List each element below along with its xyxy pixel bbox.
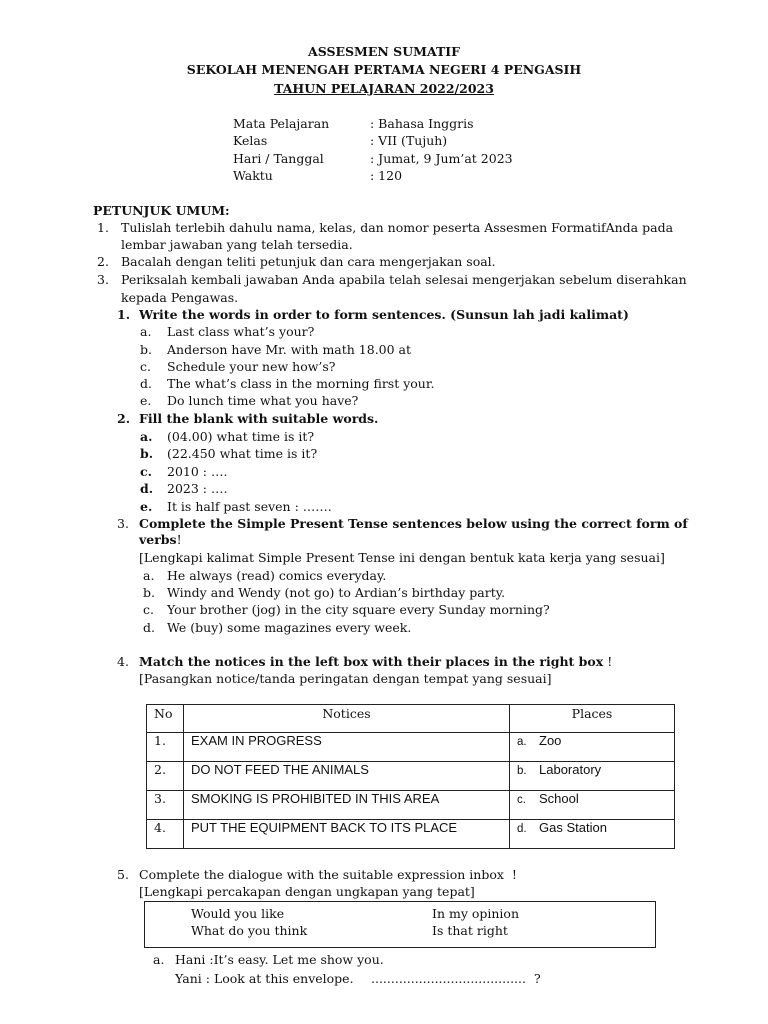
column-header-places: Places: [510, 705, 675, 733]
table-row: [147, 820, 675, 849]
instructions-title: PETUNJUK UMUM:: [93, 203, 230, 218]
table-row: [147, 733, 675, 762]
instruction-text: Bacalah dengan teliti petunjuk dan cara mengerjakan soal.: [121, 254, 496, 269]
item-letter: a.: [153, 952, 165, 967]
notices-table: [146, 704, 675, 849]
question-number: 4.: [117, 654, 129, 669]
place-cell: [510, 791, 675, 820]
item-letter: a.: [140, 429, 153, 444]
expression-option: What do you think: [191, 923, 308, 938]
item-text: 2023 : ….: [167, 481, 228, 496]
item-letter: e.: [140, 499, 153, 514]
item-text: Do lunch time what you have?: [167, 393, 359, 408]
notice-text: SMOKING IS PROHIBITED IN THIS AREA: [184, 791, 510, 820]
item-text: (04.00) what time is it?: [167, 429, 315, 444]
info-value: : 120: [370, 168, 403, 183]
item-letter: d.: [140, 481, 154, 496]
item-letter: b.: [143, 585, 155, 600]
place-text: School: [539, 791, 579, 806]
item-text: Your brother (jog) in the city square every Sunday morning?: [167, 602, 550, 617]
place-text: Gas Station: [539, 820, 607, 835]
table-row: [147, 791, 675, 820]
item-letter: e.: [140, 393, 152, 408]
place-cell: [510, 733, 675, 762]
school-name: SEKOLAH MENENGAH PERTAMA NEGERI 4 PENGASIH: [186, 62, 582, 77]
expression-box: [144, 901, 656, 948]
dialog-line: Yani : Look at this envelope.: [175, 971, 354, 986]
item-letter: a.: [140, 324, 152, 339]
row-number: 2.: [147, 762, 184, 791]
notice-text: EXAM IN PROGRESS: [184, 733, 510, 762]
place-letter: d.: [517, 823, 527, 835]
instruction-text: Periksalah kembali jawaban Anda apabila telah selesai mengerjakan sebelum diserahkan: [121, 272, 687, 287]
item-text: (22.450 what time is it?: [167, 446, 318, 461]
info-label: Waktu: [233, 168, 273, 183]
table-header-row: [147, 705, 675, 733]
item-text: Last class what’s your?: [167, 324, 315, 339]
item-letter: a.: [143, 568, 155, 583]
place-letter: c.: [517, 794, 526, 806]
question-mark: ?: [534, 971, 541, 986]
question-title: verbs: [139, 532, 177, 547]
row-number: 3.: [147, 791, 184, 820]
question-title: Complete the Simple Present Tense sentences below using the correct form of: [139, 516, 688, 531]
question-title: Complete the dialogue with the suitable expression inbox: [139, 867, 504, 882]
place-text: Laboratory: [539, 762, 602, 777]
item-letter: c.: [140, 464, 152, 479]
exclamation-mark: !: [511, 867, 517, 882]
question-subtitle: [Lengkapi kalimat Simple Present Tense ini dengan bentuk kata kerja yang sesuai]: [139, 550, 665, 565]
notice-text: PUT THE EQUIPMENT BACK TO ITS PLACE: [184, 820, 510, 849]
item-text: 2010 : ….: [167, 464, 228, 479]
question-title-wrap: [139, 867, 517, 882]
place-cell: [510, 762, 675, 791]
instruction-number: 3.: [97, 272, 109, 287]
question-number: 3.: [117, 516, 129, 531]
column-header-notices: Notices: [184, 705, 510, 733]
row-number: 1.: [147, 733, 184, 762]
question-title: Match the notices in the left box with their places in the right box: [139, 654, 604, 669]
answer-blank: .......................................: [371, 971, 526, 986]
question-title: Write the words in order to form sentences. (Sunsun lah jadi kalimat): [139, 307, 629, 322]
column-header-no: No: [147, 705, 184, 733]
instruction-text: kepada Pengawas.: [121, 290, 239, 305]
question-title-wrap: [139, 654, 612, 669]
item-text: Windy and Wendy (not go) to Ardian’s birthday party.: [167, 585, 506, 600]
info-value: : Jumat, 9 Jum’at 2023: [370, 151, 513, 166]
item-text: The what’s class in the morning first your.: [167, 376, 435, 391]
item-text: Anderson have Mr. with math 18.00 at: [167, 342, 412, 357]
school-year: TAHUN PELAJARAN 2022/2023: [274, 81, 494, 96]
item-letter: d.: [140, 376, 152, 391]
place-letter: b.: [517, 765, 527, 777]
item-letter: c.: [140, 359, 151, 374]
instruction-text: lembar jawaban yang telah tersedia.: [121, 237, 353, 252]
item-letter: b.: [140, 446, 154, 461]
instruction-number: 2.: [97, 254, 109, 269]
info-label: Hari / Tanggal: [233, 151, 324, 166]
instruction-text: Tulislah terlebih dahulu nama, kelas, dan nomor peserta Assesmen FormatifAnda pada: [121, 220, 674, 235]
expression-option: In my opinion: [432, 906, 519, 921]
info-value: : Bahasa Inggris: [370, 116, 474, 131]
info-label: Kelas: [233, 133, 268, 148]
table-row: [147, 762, 675, 791]
question-number: 2.: [117, 411, 131, 426]
question-number: 5.: [117, 867, 129, 882]
doc-title: ASSESMEN SUMATIF: [308, 44, 460, 59]
dialog-line: Hani :It’s easy. Let me show you.: [175, 952, 384, 967]
school-year-wrap: [0, 81, 768, 96]
item-letter: c.: [143, 602, 154, 617]
expression-option: Is that right: [432, 923, 508, 938]
item-text: It is half past seven : …….: [167, 499, 332, 514]
place-text: Zoo: [539, 733, 562, 748]
item-text: Schedule your new how’s?: [167, 359, 336, 374]
notice-text: DO NOT FEED THE ANIMALS: [184, 762, 510, 791]
exclamation-mark: !: [176, 532, 182, 547]
question-subtitle: [Pasangkan notice/tanda peringatan dengan tempat yang sesuai]: [139, 671, 552, 686]
question-title-cont: [139, 532, 182, 547]
question-number: 1.: [117, 307, 131, 322]
exclamation-mark: !: [607, 654, 613, 669]
info-value: : VII (Tujuh): [370, 133, 448, 148]
item-text: He always (read) comics everyday.: [167, 568, 387, 583]
question-title: Fill the blank with suitable words.: [139, 411, 379, 426]
place-cell: [510, 820, 675, 849]
item-letter: d.: [143, 620, 155, 635]
row-number: 4.: [147, 820, 184, 849]
question-subtitle: [Lengkapi percakapan dengan ungkapan yang tepat]: [139, 884, 475, 899]
info-label: Mata Pelajaran: [233, 116, 330, 131]
place-letter: a.: [517, 736, 527, 748]
expression-option: Would you like: [191, 906, 285, 921]
item-letter: b.: [140, 342, 152, 357]
item-text: We (buy) some magazines every week.: [167, 620, 412, 635]
instruction-number: 1.: [97, 220, 109, 235]
